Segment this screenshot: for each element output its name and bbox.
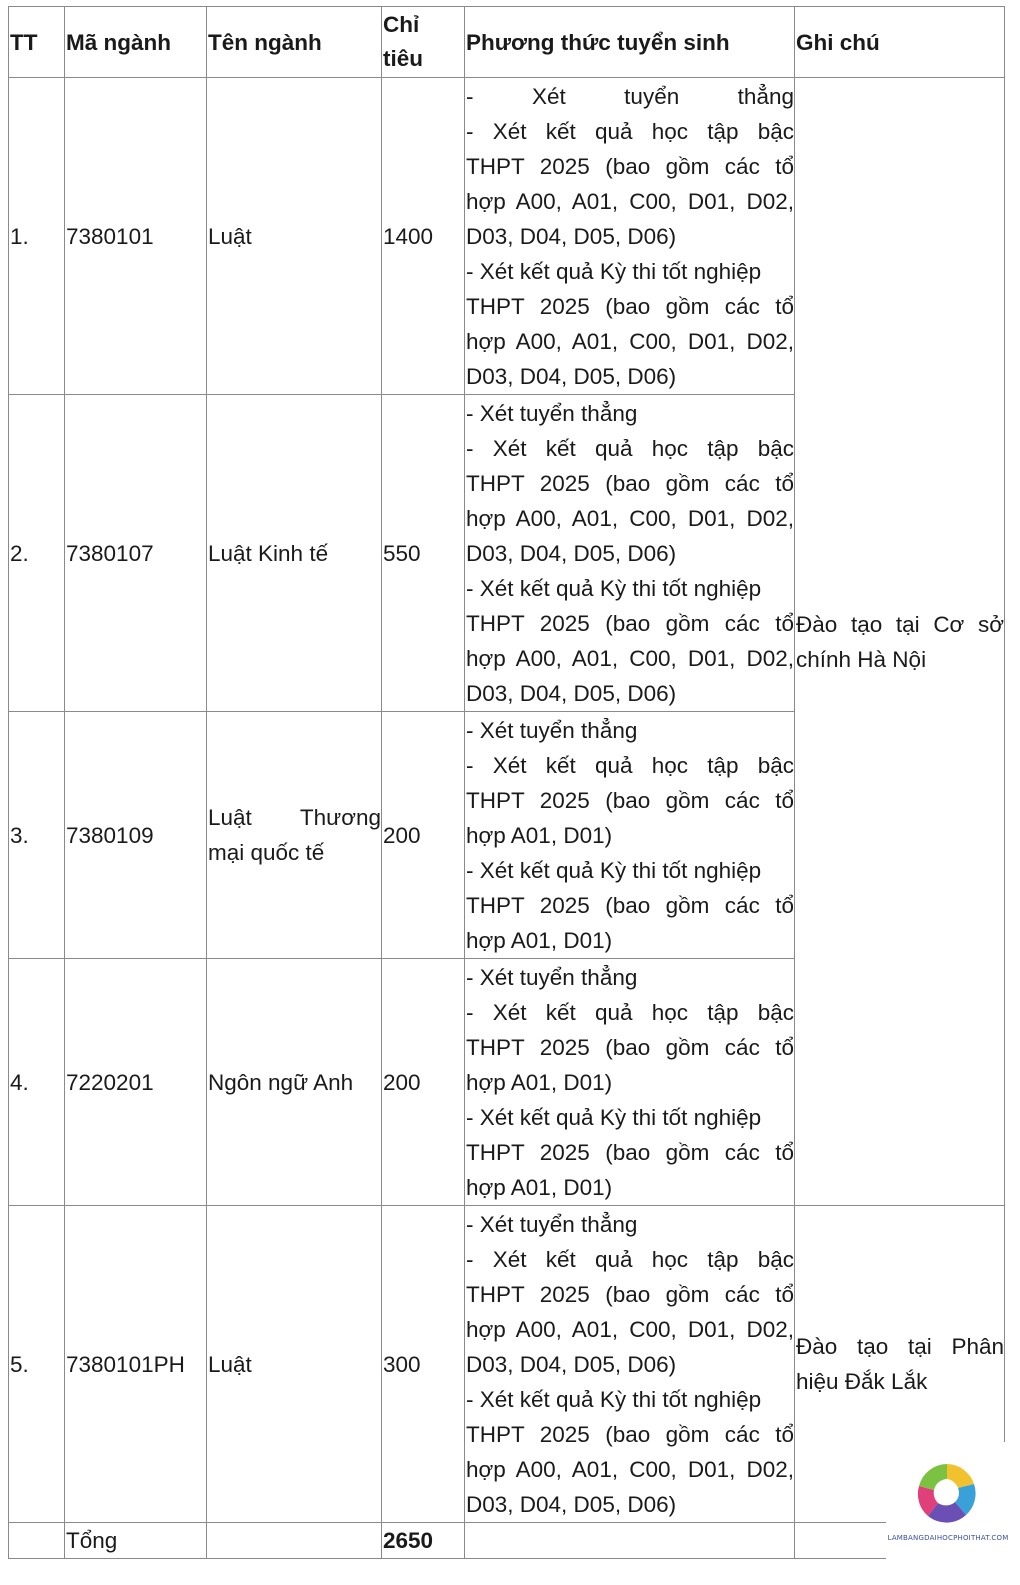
- cell-chi-tieu: 200: [382, 959, 465, 1206]
- method-line: THPT 2025 (bao gồm các tổ: [466, 1281, 794, 1307]
- cell-total-empty: [465, 1523, 795, 1559]
- header-ten-nganh: Tên ngành: [207, 7, 382, 78]
- cell-phuong-thuc: [465, 1206, 795, 1523]
- cell-tt: 5.: [9, 1206, 65, 1523]
- method-line: hợp A00, A01, C00, D01, D02,: [466, 1456, 794, 1482]
- table-row: [9, 1206, 1005, 1523]
- cell-ten-nganh: Ngôn ngữ Anh: [207, 959, 382, 1206]
- method-line: - Xét kết quả học tập bậc: [466, 1246, 794, 1272]
- cell-total-empty: [9, 1523, 65, 1559]
- header-ghi-chu: Ghi chú: [795, 7, 1005, 78]
- method-line: THPT 2025 (bao gồm các tổ: [466, 787, 794, 813]
- method-line: D03, D04, D05, D06): [466, 680, 677, 706]
- cell-ma-nganh: 7380107: [65, 395, 207, 712]
- cell-total-label: Tổng: [65, 1523, 207, 1559]
- note-hanoi-line2: chính Hà Nội: [796, 646, 927, 672]
- method-line: THPT 2025 (bao gồm các tổ: [466, 1139, 794, 1165]
- method-line: D03, D04, D05, D06): [466, 223, 677, 249]
- cell-phuong-thuc: [465, 959, 795, 1206]
- method-line: - Xét tuyển thẳng: [466, 717, 638, 743]
- method-line: THPT 2025 (bao gồm các tổ: [466, 610, 794, 636]
- cell-chi-tieu: 1400: [382, 78, 465, 395]
- cell-tt: 1.: [9, 78, 65, 395]
- note-daklak-line1: Đào tạo tại Phân: [796, 1334, 1004, 1359]
- ten-nganh-line1: Luật Thương: [208, 805, 381, 830]
- method-line: THPT 2025 (bao gồm các tổ: [466, 293, 794, 319]
- method-line: hợp A01, D01): [466, 822, 613, 848]
- cell-ten-nganh: Luật: [207, 1206, 382, 1523]
- cell-ten-nganh: [207, 712, 382, 959]
- cell-tt: 4.: [9, 959, 65, 1206]
- cell-total-value: 2650: [382, 1523, 465, 1559]
- method-line: - Xét kết quả Kỳ thi tốt nghiệp: [466, 575, 762, 601]
- cell-phuong-thuc: [465, 395, 795, 712]
- cell-phuong-thuc: [465, 712, 795, 959]
- method-line: - Xét kết quả học tập bậc: [466, 435, 794, 461]
- cell-tt: 3.: [9, 712, 65, 959]
- watermark-text: LAMBANGDAIHOCPHOITHAT.COM: [887, 1534, 1009, 1542]
- method-line: - Xét tuyển thẳng: [466, 964, 638, 990]
- method-line: - Xét kết quả học tập bậc: [466, 752, 794, 778]
- watermark-logo-icon: [914, 1460, 980, 1526]
- method-line: hợp A01, D01): [466, 1069, 613, 1095]
- method-line: - Xét kết quả học tập bậc: [466, 999, 794, 1025]
- method-line: THPT 2025 (bao gồm các tổ: [466, 1421, 794, 1447]
- note-hanoi-line1: Đào tạo tại Cơ sở: [796, 611, 1004, 637]
- header-phuong-thuc: Phương thức tuyển sinh: [465, 7, 795, 78]
- method-line: D03, D04, D05, D06): [466, 363, 677, 389]
- ten-nganh-line2: mại quốc tế: [208, 840, 325, 865]
- note-daklak-line2: hiệu Đắk Lắk: [796, 1369, 928, 1394]
- table-row: [9, 78, 1005, 395]
- method-line: hợp A00, A01, C00, D01, D02,: [466, 505, 794, 531]
- method-line: - Xét kết quả Kỳ thi tốt nghiệp: [466, 857, 762, 883]
- method-line: THPT 2025 (bao gồm các tổ: [466, 1034, 794, 1060]
- admissions-table: [8, 6, 1005, 1559]
- method-line: - Xét kết quả học tập bậc: [466, 118, 794, 144]
- cell-tt: 2.: [9, 395, 65, 712]
- method-line: - Xét tuyển thẳng: [466, 83, 794, 109]
- watermark: [886, 1442, 1010, 1560]
- method-line: - Xét tuyển thẳng: [466, 1211, 638, 1237]
- method-line: THPT 2025 (bao gồm các tổ: [466, 892, 794, 918]
- cell-phuong-thuc: [465, 78, 795, 395]
- method-line: - Xét kết quả Kỳ thi tốt nghiệp: [466, 258, 762, 284]
- cell-ma-nganh: 7380109: [65, 712, 207, 959]
- total-row: [9, 1523, 1005, 1559]
- cell-chi-tieu: 550: [382, 395, 465, 712]
- method-line: D03, D04, D05, D06): [466, 1491, 677, 1517]
- method-line: hợp A00, A01, C00, D01, D02,: [466, 188, 794, 214]
- table-header-row: [9, 7, 1005, 78]
- method-line: THPT 2025 (bao gồm các tổ: [466, 153, 794, 179]
- method-line: THPT 2025 (bao gồm các tổ: [466, 470, 794, 496]
- cell-ma-nganh: 7220201: [65, 959, 207, 1206]
- cell-ten-nganh: Luật Kinh tế: [207, 395, 382, 712]
- method-line: hợp A00, A01, C00, D01, D02,: [466, 645, 794, 671]
- cell-ghi-chu-hanoi: [795, 78, 1005, 1206]
- header-chi-tieu-line1: Chỉ: [383, 12, 420, 37]
- cell-total-empty: [207, 1523, 382, 1559]
- header-tt: TT: [9, 7, 65, 78]
- method-line: D03, D04, D05, D06): [466, 1351, 677, 1377]
- method-line: - Xét kết quả Kỳ thi tốt nghiệp: [466, 1386, 762, 1412]
- method-line: - Xét kết quả Kỳ thi tốt nghiệp: [466, 1104, 762, 1130]
- method-line: D03, D04, D05, D06): [466, 540, 677, 566]
- cell-ten-nganh: Luật: [207, 78, 382, 395]
- header-chi-tieu-line2: tiêu: [383, 46, 424, 71]
- header-chi-tieu: [382, 7, 465, 78]
- method-line: - Xét tuyển thẳng: [466, 400, 638, 426]
- method-line: hợp A01, D01): [466, 1174, 613, 1200]
- method-line: hợp A01, D01): [466, 927, 613, 953]
- cell-ma-nganh: 7380101PH: [65, 1206, 207, 1523]
- cell-chi-tieu: 300: [382, 1206, 465, 1523]
- cell-ma-nganh: 7380101: [65, 78, 207, 395]
- method-line: hợp A00, A01, C00, D01, D02,: [466, 1316, 794, 1342]
- cell-chi-tieu: 200: [382, 712, 465, 959]
- method-line: hợp A00, A01, C00, D01, D02,: [466, 328, 794, 354]
- header-ma-nganh: Mã ngành: [65, 7, 207, 78]
